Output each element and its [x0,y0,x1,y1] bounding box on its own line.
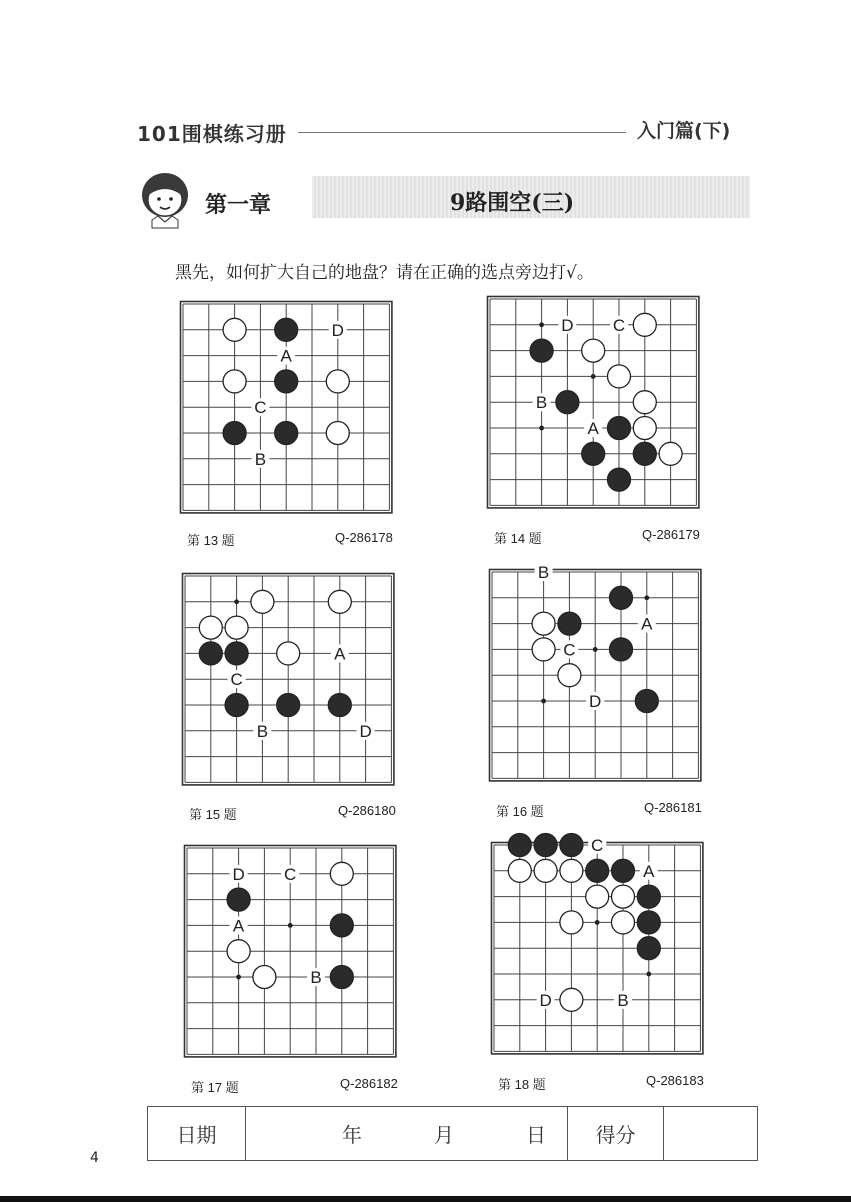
black-stone [275,370,298,393]
black-stone [530,339,553,362]
white-stone [633,313,656,336]
candidate-point-b[interactable]: B [310,968,322,987]
board-dot [541,699,546,704]
go-board-14 [487,296,697,506]
black-stone [199,642,222,665]
black-stone [612,859,635,882]
white-stone [328,590,351,613]
white-stone [582,339,605,362]
board-dot [539,322,544,327]
white-stone [326,422,349,445]
problem-number-15: 第 15 题 [189,807,237,822]
black-stone [637,937,660,960]
problem-id-16: Q-286181 [644,800,702,815]
black-stone [610,638,633,661]
white-stone [608,365,631,388]
candidate-point-c[interactable]: C [612,315,626,335]
candidate-point-d[interactable]: D [331,320,344,340]
white-stone [532,638,555,661]
candidate-point-b[interactable]: B [256,721,269,741]
white-stone [560,859,583,882]
white-stone [586,885,609,908]
candidate-point-b[interactable]: B [254,449,267,469]
problem-number-17: 第 17 题 [191,1080,239,1095]
mascot-icon [136,170,194,230]
candidate-point-d[interactable]: D [539,990,552,1010]
black-stone [225,694,248,717]
candidate-point-a[interactable]: A [641,614,653,634]
problem-number-13: 第 13 题 [187,533,235,548]
white-stone [534,859,557,882]
white-stone [277,642,300,665]
black-stone [277,694,300,717]
white-stone [558,664,581,687]
white-stone [199,616,222,639]
problem-id-13: Q-286178 [335,530,393,545]
white-stone [253,966,276,989]
black-stone [582,442,605,465]
volume-title: 入门篇(下) [637,120,731,142]
problem-id-15: Q-286180 [338,803,396,818]
candidate-point-a[interactable]: A [232,916,245,936]
problem-number-16: 第 16 题 [496,804,544,819]
black-stone [330,966,353,989]
score-label: 得分 [568,1107,664,1160]
white-stone [223,370,246,393]
candidate-point-a[interactable]: A [587,419,599,438]
candidate-point-b[interactable]: B [537,563,550,582]
candidate-point-b[interactable]: B [535,393,548,413]
white-stone [508,859,531,882]
black-stone [534,834,557,857]
board-dot [644,595,649,600]
board-dot [591,374,596,379]
white-stone [633,391,656,414]
candidate-point-a[interactable]: A [334,644,346,664]
book-title: 101围棋练习册 [137,122,287,146]
board-dot [288,923,293,928]
candidate-point-c[interactable]: C [591,836,604,855]
black-stone [223,422,246,445]
board-dot [593,647,598,652]
year-label: 年 [342,1123,362,1147]
candidate-point-c[interactable]: C [254,398,267,418]
white-stone [326,370,349,393]
problem-number-18: 第 18 题 [498,1077,546,1092]
go-board-18 [491,836,701,1052]
problem-id-18: Q-286183 [646,1073,704,1088]
black-stone [328,694,351,717]
black-stone [227,888,250,911]
black-stone [608,468,631,491]
month-label: 月 [434,1123,454,1147]
candidate-point-a[interactable]: A [280,346,292,366]
black-stone [637,885,660,908]
white-stone [560,988,583,1011]
white-stone [659,442,682,465]
black-stone [637,911,660,934]
black-stone [508,834,531,857]
white-stone [560,911,583,934]
date-field[interactable] [246,1107,568,1160]
candidate-point-a[interactable]: A [643,861,655,881]
date-label: 日期 [148,1107,246,1160]
white-stone [612,911,635,934]
candidate-point-d[interactable]: D [232,864,245,884]
go-board-17 [184,845,394,1055]
go-board-13 [180,301,390,511]
candidate-point-c[interactable]: C [284,864,297,884]
black-stone [635,690,658,713]
candidate-point-d[interactable]: D [561,315,574,335]
white-stone [225,616,248,639]
go-board-16 [489,563,699,779]
candidate-point-c[interactable]: C [230,670,243,690]
board-dot [236,975,241,980]
white-stone [330,862,353,885]
black-stone [330,914,353,937]
score-table [147,1106,758,1161]
black-stone [558,612,581,635]
white-stone [227,940,250,963]
score-field[interactable] [664,1107,757,1160]
candidate-point-c[interactable]: C [563,640,576,660]
board-dot [595,920,600,925]
black-stone [275,422,298,445]
board-dot [646,972,651,977]
black-stone [275,318,298,341]
black-stone [586,859,609,882]
white-stone [251,590,274,613]
black-stone [560,834,583,857]
black-stone [556,391,579,414]
day-label: 日 [526,1123,546,1147]
board-dot [234,599,239,604]
instruction-text: 黑先，如何扩大自己的地盘？请在正确的选点旁边打√。 [175,263,594,283]
black-stone [608,417,631,440]
chapter-title: 9路围空(三) [450,190,575,216]
page-number: 4 [90,1150,99,1166]
scan-edge [0,1196,851,1202]
header-divider [298,132,626,133]
black-stone [610,586,633,609]
candidate-point-d[interactable]: D [359,721,372,741]
candidate-point-d[interactable]: D [589,692,602,711]
problem-id-17: Q-286182 [340,1076,398,1091]
black-stone [633,442,656,465]
candidate-point-b[interactable]: B [617,990,629,1010]
problem-number-14: 第 14 题 [494,531,542,546]
white-stone [633,417,656,440]
white-stone [223,318,246,341]
white-stone [532,612,555,635]
board-dot [539,426,544,431]
go-board-15 [182,573,392,783]
white-stone [612,885,635,908]
chapter-label: 第一章 [205,192,272,218]
problem-id-14: Q-286179 [642,527,700,542]
black-stone [225,642,248,665]
